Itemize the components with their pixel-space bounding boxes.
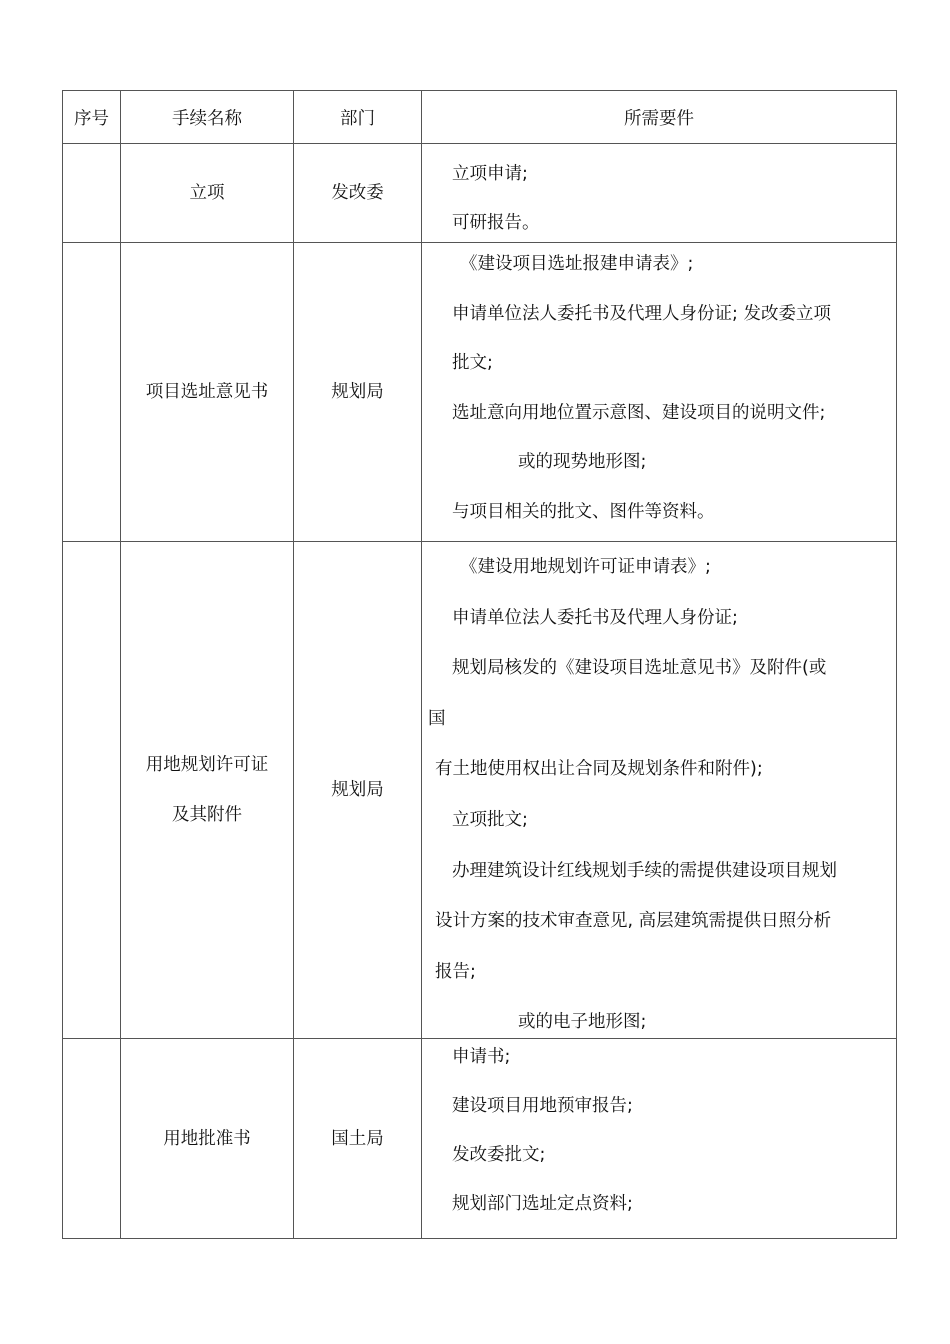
requirement-line: 《建设项目选址报建申请表》;	[460, 254, 694, 274]
requirement-line: 立项申请;	[452, 164, 528, 184]
table-row	[63, 144, 897, 243]
procedure-name-line: 及其附件	[172, 805, 242, 825]
requirement-line: 申请单位法人委托书及代理人身份证;	[452, 607, 738, 628]
requirement-line: 批文;	[452, 353, 493, 373]
cell-seq	[63, 542, 121, 1039]
cell-seq	[63, 144, 121, 243]
requirement-line: 《建设用地规划许可证申请表》;	[460, 557, 711, 577]
header-procedure-name: 手续名称	[121, 91, 294, 144]
cell-department: 规划局	[294, 243, 422, 542]
requirement-line: 立项批文;	[452, 810, 528, 830]
procedure-name-line: 用地规划许可证	[145, 755, 269, 775]
cell-procedure-name	[121, 542, 294, 1039]
cell-seq	[63, 243, 121, 542]
cell-department: 国土局	[294, 1039, 422, 1239]
cell-required-documents	[422, 1039, 897, 1239]
requirement-line: 可研报告。	[452, 213, 540, 233]
procedure-name-line: 用地批准书	[163, 1128, 251, 1149]
requirement-line: 或的电子地形图;	[518, 1012, 647, 1033]
requirement-line: 申请单位法人委托书及代理人身份证; 发改委立项	[452, 303, 831, 324]
requirement-line: 办理建筑设计红线规划手续的需提供建设项目规划	[452, 860, 837, 881]
procedure-table	[62, 90, 897, 1239]
cell-department: 规划局	[294, 542, 422, 1039]
cell-procedure-name	[121, 243, 294, 542]
cell-required-documents	[422, 542, 897, 1039]
table-header-row	[63, 91, 897, 144]
procedure-name-line: 立项	[189, 183, 225, 203]
requirement-line: 有土地使用权出让合同及规划条件和附件);	[435, 759, 763, 780]
requirement-line: 发改委批文;	[452, 1145, 546, 1165]
requirement-line: 规划局核发的《建设项目选址意见书》及附件(或	[452, 658, 827, 679]
requirement-line: 或的现势地形图;	[518, 452, 647, 472]
table-row	[63, 1039, 897, 1239]
requirement-line: 报告;	[435, 961, 476, 982]
table-row	[63, 542, 897, 1039]
cell-seq	[63, 1039, 121, 1239]
header-seq: 序号	[63, 91, 121, 144]
cell-department: 发改委	[294, 144, 422, 243]
header-required-documents: 所需要件	[422, 91, 897, 144]
requirement-line: 规划部门选址定点资料;	[452, 1194, 633, 1214]
requirement-line: 选址意向用地位置示意图、建设项目的说明文件;	[452, 402, 826, 423]
requirement-line: 建设项目用地预审报告;	[452, 1096, 633, 1116]
cell-required-documents	[422, 144, 897, 243]
header-department: 部门	[294, 91, 422, 144]
cell-procedure-name	[121, 1039, 294, 1239]
requirement-line: 与项目相关的批文、图件等资料。	[452, 501, 715, 522]
procedure-name-line: 项目选址意见书	[145, 382, 269, 402]
requirement-line: 国	[428, 708, 446, 729]
cell-procedure-name	[121, 144, 294, 243]
requirement-line: 申请书;	[452, 1047, 511, 1067]
cell-required-documents	[422, 243, 897, 542]
table-row	[63, 243, 897, 542]
requirement-line: 设计方案的技术审查意见, 高层建筑需提供日照分析	[435, 911, 832, 932]
